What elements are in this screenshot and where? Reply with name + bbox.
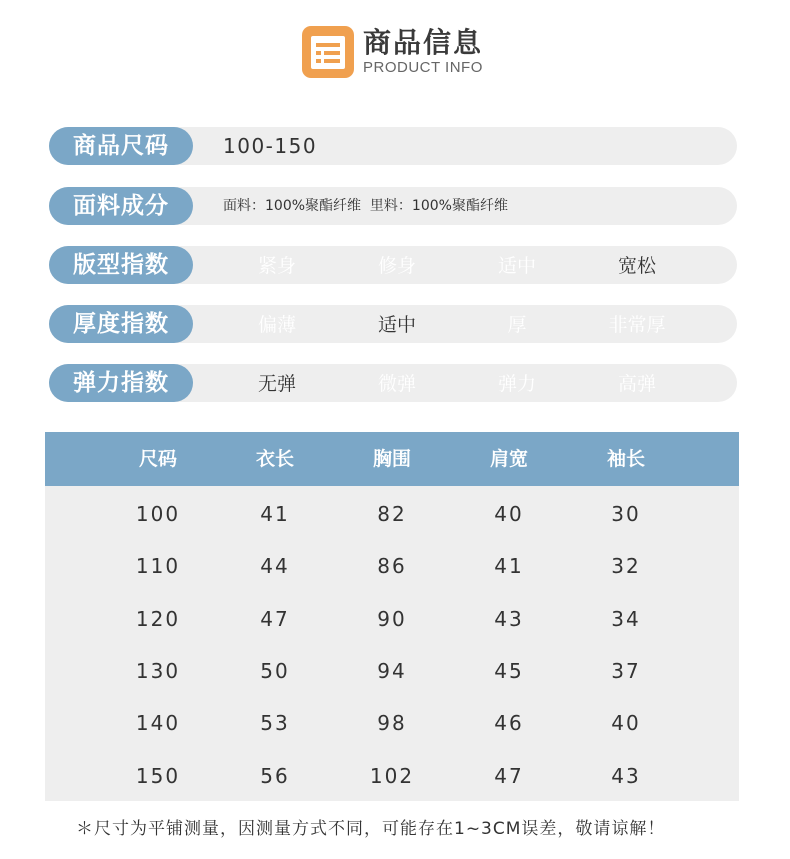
thickness-option: 厚: [507, 314, 527, 336]
table-row: [45, 645, 739, 697]
column-header: 袖长: [606, 448, 645, 470]
section-subtitle: PRODUCT INFO: [363, 59, 483, 76]
column-header: 衣长: [255, 448, 294, 470]
document-list-icon: [302, 26, 354, 78]
table-cell: 34: [611, 607, 641, 631]
fit-label: 版型指数: [49, 246, 193, 284]
elasticity-option: 高弹: [617, 373, 656, 395]
table-cell: 82: [377, 502, 407, 526]
section-title: 商品信息: [363, 26, 484, 59]
table-cell: 46: [494, 711, 524, 735]
table-cell: 44: [260, 554, 290, 578]
table-cell: 94: [377, 659, 407, 683]
table-header: [45, 432, 739, 486]
size-label: 商品尺码: [49, 127, 193, 165]
table-cell: 50: [260, 659, 290, 683]
table-cell: 47: [260, 607, 290, 631]
table-row: [45, 750, 739, 802]
elasticity-label: 弹力指数: [49, 364, 193, 402]
table-cell: 37: [611, 659, 641, 683]
table-cell: 140: [135, 711, 181, 735]
fit-option: 紧身: [257, 255, 296, 277]
table-row: [45, 593, 739, 645]
fabric-label: 面料成分: [49, 187, 193, 225]
thickness-row: [49, 305, 737, 343]
table-row: [45, 540, 739, 592]
thickness-label: 厚度指数: [49, 305, 193, 343]
fabric-value: 面料：100%聚酯纤维 里料：100%聚酯纤维: [223, 198, 508, 214]
table-row: [45, 488, 739, 540]
size-table: [45, 432, 739, 801]
table-cell: 56: [260, 764, 290, 788]
table-cell: 150: [135, 764, 181, 788]
table-cell: 43: [494, 607, 524, 631]
table-cell: 47: [494, 764, 524, 788]
fit-option: 修身: [377, 255, 416, 277]
table-cell: 40: [611, 711, 641, 735]
table-cell: 102: [369, 764, 415, 788]
table-cell: 41: [260, 502, 290, 526]
table-cell: 98: [377, 711, 407, 735]
fit-row: [49, 246, 737, 284]
table-cell: 43: [611, 764, 641, 788]
column-header: 胸围: [372, 448, 411, 470]
table-cell: 53: [260, 711, 290, 735]
thickness-option: 适中: [377, 314, 416, 336]
fit-option: 适中: [497, 255, 536, 277]
table-cell: 86: [377, 554, 407, 578]
table-cell: 30: [611, 502, 641, 526]
elasticity-option: 无弹: [257, 373, 296, 395]
fit-option: 宽松: [617, 255, 656, 277]
elasticity-option: 弹力: [497, 373, 536, 395]
table-cell: 110: [135, 554, 181, 578]
table-cell: 130: [135, 659, 181, 683]
measurement-note: ＊尺寸为平铺测量，因测量方式不同，可能存在1~3CM误差，敬请谅解！: [76, 819, 666, 839]
table-cell: 45: [494, 659, 524, 683]
elasticity-row: [49, 364, 737, 402]
table-cell: 90: [377, 607, 407, 631]
size-row: [49, 127, 737, 165]
table-cell: 40: [494, 502, 524, 526]
thickness-option: 偏薄: [257, 314, 296, 336]
table-cell: 100: [135, 502, 181, 526]
size-value: 100-150: [223, 134, 318, 158]
elasticity-option: 微弹: [377, 373, 416, 395]
column-header: 尺码: [138, 448, 177, 470]
table-row: [45, 697, 739, 749]
table-cell: 32: [611, 554, 641, 578]
table-cell: 120: [135, 607, 181, 631]
section-header: [302, 24, 483, 80]
thickness-option: 非常厚: [608, 314, 666, 336]
table-cell: 41: [494, 554, 524, 578]
column-header: 肩宽: [489, 448, 528, 470]
fabric-row: [49, 187, 737, 225]
